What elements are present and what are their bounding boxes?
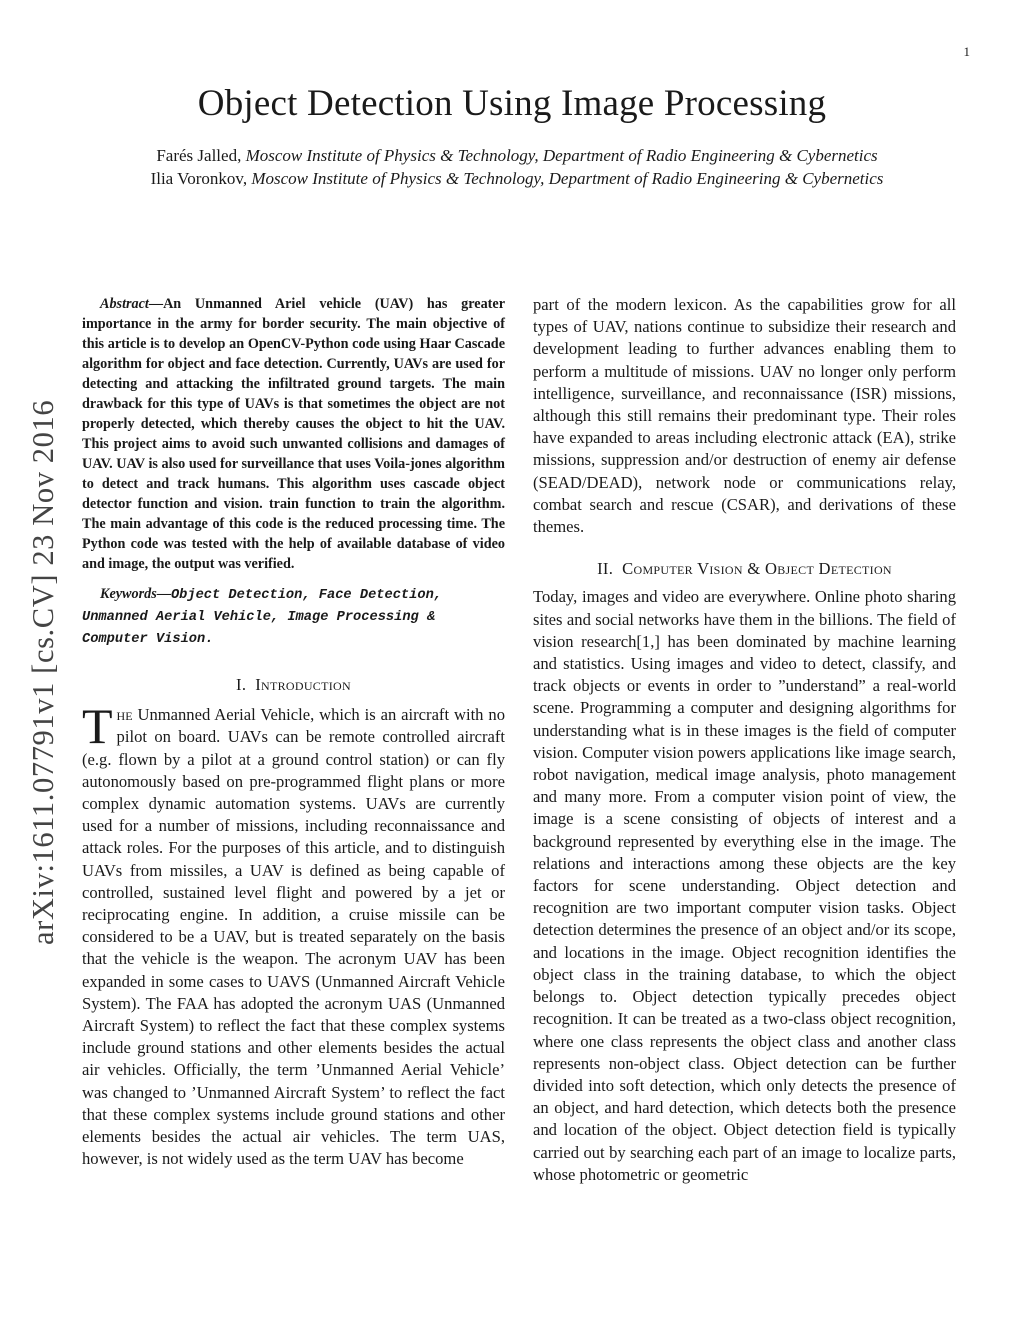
section-heading-computer-vision [533, 558, 956, 580]
intro-paragraph [82, 698, 505, 1170]
section-title: Computer Vision & Object Detection [622, 559, 892, 579]
section-heading-introduction [82, 674, 505, 696]
author-block [60, 144, 974, 190]
author-affiliation: Moscow Institute of Physics & Technology, Department of Radio Engineering & Cybernetics [251, 169, 884, 188]
right-column [533, 294, 956, 1186]
author-line [60, 144, 974, 167]
drop-cap: T [82, 698, 113, 755]
arxiv-stamp: arXiv:1611.07791v1 [cs.CV] 23 Nov 2016 [26, 399, 60, 945]
keywords [82, 584, 505, 650]
keywords-label: Keywords [100, 586, 157, 602]
author-name: Ilia Voronkov, [150, 169, 248, 188]
keywords-text: Object Detection, Face Detection, Unmanned Aerial Vehicle, Image Processing & Computer Vision. [82, 588, 442, 647]
drop-cap-rest: he [116, 705, 133, 725]
intro-continuation: part of the modern lexicon. As the capabilities grow for all types of UAV, nations continue to subsidize their research and development leading to further advances enabling them to perform a multitude of missions. UAV no longer only perform intelligence, surveillance, and reconnaissance (ISR) missions, although this still remains their predominant type. Their roles have expanded to areas including electronic attack (EA), strike missions, suppression and/or destruction of enemy air defense (SEAD/DEAD), network node or communications relay, combat search and rescue (CSAR), and derivations of these themes. [533, 295, 956, 537]
paper-title: Object Detection Using Image Processing [197, 83, 827, 124]
intro-text: Unmanned Aerial Vehicle, which is an aircraft with no pilot on board. UAVs can be remote controlled aircraft (e.g. flown by a pilot at a ground control station) or can fly autonomously based on pre-programmed flight plans or more complex dynamic automation systems. UAVs are currently used for a number of missions, including reconnaissance and attack roles. For the purposes of this article, and to distinguish UAVs from missiles, a UAV is defined as being capable of controlled, sustained level flight and powered by a jet or reciprocating engine. In addition, a cruise missile can be considered to be a UAV, but is treated separately on the basis that the vehicle is the weapon. The acronym UAV has been expanded in some cases to UAVS (Unmanned Aircraft Vehicle System). The FAA has adopted the acronym UAS (Unmanned Aircraft System) to reflect the fact that these complex systems include ground stations and other elements besides the actual air vehicles. Officially, the term ’Unmanned Aerial Vehicle’ was changed to ’Unmanned Aircraft System’ to reflect the fact that these complex systems include ground stations and other elements besides the actual air vehicles. The term UAS, however, is not widely used as the term UAV has become [82, 705, 505, 1169]
section-number: II. [597, 559, 614, 579]
section-title: Introduction [255, 675, 351, 694]
abstract-label: Abstract [100, 296, 149, 312]
author-line [60, 167, 974, 190]
keywords-dash: — [156, 586, 171, 602]
page-number: 1 [963, 44, 970, 59]
author-affiliation: Moscow Institute of Physics & Technology, Department of Radio Engineering & Cybernetics [245, 146, 878, 165]
left-column [82, 294, 505, 1170]
author-name: Farés Jalled, [156, 146, 242, 165]
cv-paragraph: Today, images and video are everywhere. Online photo sharing sites and social networks have them in the billions. The field of vision research[1,] has been dominated by machine learning and statistics. Using images and video to detect, classify, and track objects or events in order to ”understand” a real-world scene. Programming a computer and designing algorithms for understanding what is in these images is the field of computer vision. Computer vision powers applications like image search, robot navigation, medical image analysis, photo management and many more. From a computer vision point of view, the image is a scene consisting of objects of interest and a background represented by everything else in the image. The relations and interactions among these objects are the key factors for scene understanding. Object detection and recognition are two important computer vision tasks. Object detection determines the presence of an object and/or its scope, and locations in the image. Object recognition identifies the object class in the training database, to which the object belongs to. Object detection typically precedes object recognition. It can be treated as a two-class object recognition, where one class represents the object class and another class represents non-object class. Object detection can be further divided into soft detection, which only detects the presence of an object, and hard detection, which detects both the presence and location of the object. Object detection field is typically carried out by searching each part of an image to localize parts, whose photometric or geometric [533, 587, 956, 1184]
abstract [82, 294, 505, 574]
section-number: I. [236, 675, 247, 694]
abstract-text: —An Unmanned Ariel vehicle (UAV) has greater importance in the army for border security. The main objective of this article is to develop an OpenCV-Python code using Haar Cascade algorithm for object and face detection. Currently, UAVs are used for detecting and attacking the infiltrated ground targets. The main drawback for this type of UAVs is that sometimes the object are not properly detected, which thereby causes the object to hit the UAV. This project aims to avoid such unwanted collisions and damages of UAV. UAV is also used for surveillance that uses Voila-jones algorithm to detect and track humans. This algorithm uses cascade object detector function and vision. train function to train the algorithm. The main advantage of this code is the reduced processing time. The Python code was tested with the help of available database of video and image, the output was verified. [82, 296, 505, 572]
